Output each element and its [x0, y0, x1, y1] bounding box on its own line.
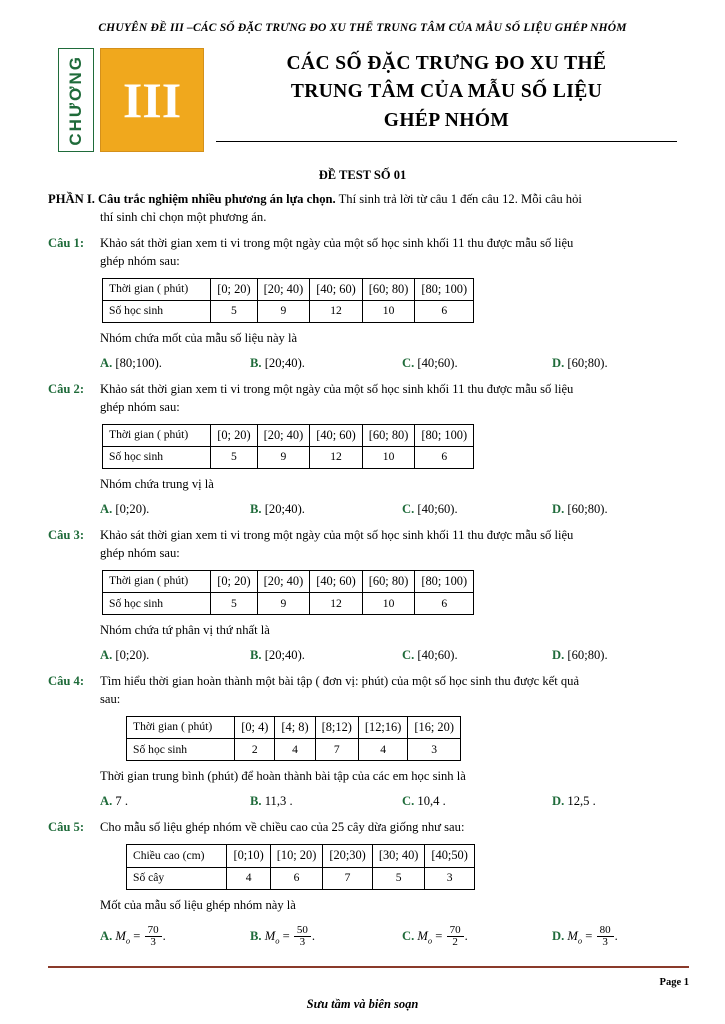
answer-value: [40;60).	[417, 355, 458, 370]
table-interval: [10; 20)	[270, 845, 323, 868]
table-interval: [0; 20)	[211, 278, 257, 301]
table-count: 7	[315, 739, 358, 761]
answer-letter: A.	[100, 794, 113, 809]
fraction-denominator: 3	[602, 936, 608, 949]
answer-letter: A.	[100, 648, 113, 663]
answer-option[interactable]	[100, 647, 250, 665]
question-4-label: Câu 4:	[48, 674, 85, 689]
answer-value: 10,4 .	[417, 794, 446, 809]
question-5	[48, 819, 689, 837]
answer-value: [20;40).	[264, 648, 305, 663]
answer-letter: C.	[402, 355, 415, 370]
table-count: 9	[257, 593, 310, 615]
question-1	[48, 235, 689, 271]
table-head-count: Số cây	[127, 867, 227, 889]
answer-option[interactable]	[552, 647, 672, 665]
chapter-divider	[216, 141, 677, 142]
table-interval: [0;10)	[227, 845, 270, 868]
answer-letter: D.	[552, 502, 565, 517]
answer-option[interactable]	[552, 355, 672, 373]
question-4-prompt: Thời gian trung bình (phút) để hoàn thành bài tập của các em học sinh là	[100, 769, 466, 784]
table-count: 9	[257, 301, 310, 323]
answer-option[interactable]	[552, 501, 672, 519]
answer-option[interactable]: C. $M_o$ = $\frac{70}{2}$ .	[402, 923, 468, 949]
table-interval: [40; 60)	[310, 570, 363, 593]
answer-option[interactable]	[100, 793, 250, 811]
question-5-answers	[100, 925, 689, 949]
question-5-prompt: Mốt của mẫu số liệu ghép nhóm này là	[100, 897, 296, 912]
table-interval: [8;12)	[315, 716, 358, 739]
answer-symbol: M	[115, 928, 126, 943]
table-interval: [80; 100)	[415, 424, 474, 447]
table-interval: [40; 60)	[310, 424, 363, 447]
question-1-table-wrap	[48, 278, 689, 324]
question-1-text-line1: Khảo sát thời gian xem ti vi trong một ngày của một số học sinh khối 11 thu được mẫu số liệu	[100, 235, 574, 250]
table-row	[103, 570, 474, 593]
table-count: 4	[275, 739, 315, 761]
answer-letter: D.	[552, 928, 565, 943]
question-3	[48, 527, 689, 563]
answer-tail: .	[464, 928, 468, 943]
question-5-label: Câu 5:	[48, 820, 85, 835]
table-interval: [0; 4)	[235, 716, 275, 739]
table-row	[103, 301, 474, 323]
answer-option[interactable]: B. $M_o$ = $\frac{50}{3}$ .	[250, 923, 316, 949]
table-count: 4	[358, 739, 407, 761]
answer-option[interactable]	[402, 355, 552, 373]
table-interval: [20;30)	[323, 845, 372, 868]
question-2	[48, 381, 689, 417]
table-head-time: Thời gian ( phút)	[103, 278, 211, 301]
table-interval: [80; 100)	[415, 570, 474, 593]
table-head-count: Số học sinh	[103, 447, 211, 469]
table-head-count: Số học sinh	[127, 739, 235, 761]
answer-value: [60;80).	[567, 648, 608, 663]
question-4-body	[100, 673, 689, 709]
answer-letter: B.	[250, 502, 262, 517]
table-row	[103, 278, 474, 301]
fraction-denominator: 3	[299, 936, 306, 949]
answer-letter: B.	[250, 648, 262, 663]
table-count: 5	[211, 447, 257, 469]
table-interval: [40;50)	[425, 845, 474, 868]
question-1-prompt: Nhóm chứa mốt của mẫu số liệu này là	[100, 331, 298, 346]
answer-letter: A.	[100, 502, 113, 517]
table-interval: [0; 20)	[211, 424, 257, 447]
table-interval: [12;16)	[358, 716, 407, 739]
answer-letter: A.	[100, 928, 113, 943]
part-1-heading	[48, 191, 689, 209]
table-interval: [30; 40)	[372, 845, 425, 868]
answer-value: [0;20).	[115, 648, 150, 663]
test-title: ĐỀ TEST SỐ 01	[318, 168, 407, 182]
answer-letter: B.	[250, 794, 262, 809]
table-row	[103, 424, 474, 447]
table-count: 5	[211, 593, 257, 615]
table-count: 6	[415, 301, 474, 323]
table-interval: [20; 40)	[257, 570, 310, 593]
answer-subscript: o	[275, 935, 280, 945]
answer-value: 7 .	[115, 794, 128, 809]
answer-letter: D.	[552, 355, 565, 370]
table-count: 10	[362, 301, 415, 323]
answer-option[interactable]	[250, 355, 402, 373]
answer-letter: C.	[402, 928, 415, 943]
answer-letter: B.	[250, 928, 262, 943]
table-count: 6	[415, 593, 474, 615]
question-1-answers	[100, 355, 689, 373]
table-count: 5	[211, 301, 257, 323]
chapter-title-line1: CÁC SỐ ĐẶC TRƯNG ĐO XU THẾ	[286, 53, 607, 74]
answer-tail: .	[162, 928, 166, 943]
question-3-answers	[100, 647, 689, 665]
question-3-prompt: Nhóm chứa tứ phân vị thứ nhất là	[100, 623, 270, 638]
table-interval: [80; 100)	[415, 278, 474, 301]
footer-note: Sưu tầm và biên soạn	[306, 997, 419, 1011]
part-1-bold-text: Câu trắc nghiệm nhiều phương án lựa chọn.	[98, 192, 336, 206]
answer-letter: D.	[552, 648, 565, 663]
fraction	[597, 925, 614, 949]
table-count: 10	[362, 447, 415, 469]
answer-letter: C.	[402, 648, 415, 663]
part-1-line2: thí sinh chỉ chọn một phương án.	[100, 209, 267, 224]
answer-letter: C.	[402, 794, 415, 809]
question-3-table-wrap	[48, 570, 689, 616]
table-head-count: Số học sinh	[103, 593, 211, 615]
table-row	[102, 278, 474, 324]
answer-option[interactable]	[402, 501, 552, 519]
fraction	[145, 925, 162, 949]
answer-option[interactable]	[250, 501, 402, 519]
table-row	[127, 739, 461, 761]
answer-letter: D.	[552, 794, 565, 809]
table-count: 5	[372, 867, 425, 889]
table-count: 12	[310, 593, 363, 615]
answer-subscript: o	[577, 935, 583, 945]
answer-tail: .	[614, 928, 618, 943]
table-row	[103, 593, 474, 615]
table-head-height: Chiều cao (cm)	[127, 845, 227, 868]
chapter-title-line2: TRUNG TÂM CỦA MẪU SỐ LIỆU	[290, 81, 603, 103]
answer-option[interactable]	[250, 647, 402, 665]
answer-value: 12,5 .	[567, 794, 596, 809]
answer-value: [40;60).	[417, 648, 458, 663]
table-row	[126, 844, 475, 890]
question-1-label: Câu 1:	[48, 235, 85, 250]
fraction-denominator: 3	[150, 936, 156, 949]
answer-tail: .	[311, 928, 316, 943]
fraction-numerator: 50	[294, 925, 311, 938]
question-2-text-line2: ghép nhóm sau:	[100, 399, 180, 414]
chapter-banner	[58, 48, 677, 152]
table-interval: [40; 60)	[310, 278, 363, 301]
question-2-answers	[100, 501, 689, 519]
answer-option[interactable]: D. $M_o$ = $\frac{80}{3}$ .	[552, 923, 618, 949]
table-interval: [20; 40)	[257, 424, 310, 447]
answer-option[interactable]	[552, 793, 672, 811]
running-header: CHUYÊN ĐỀ III –CÁC SỐ ĐẶC TRƯNG ĐO XU THẾ TRUNG TÂM CỦA MẪU SỐ LIỆU GHÉP NHÓM	[98, 22, 627, 34]
table-interval: [4; 8)	[275, 716, 315, 739]
table-head-time: Thời gian ( phút)	[103, 570, 211, 593]
document-content	[48, 191, 689, 949]
answer-subscript: o	[427, 935, 433, 945]
answer-letter: B.	[250, 355, 262, 370]
question-1-body	[100, 235, 689, 271]
answer-value: [40;60).	[417, 502, 458, 517]
question-5-body	[100, 819, 689, 837]
question-4-text-line1: Tìm hiểu thời gian hoàn thành một bài tập ( đơn vị: phút) của một số học sinh thu được kết quả	[100, 674, 580, 689]
question-4-text-line2: sau:	[100, 691, 121, 706]
table-interval: [16; 20)	[408, 716, 461, 739]
table-count: 6	[270, 867, 323, 889]
answer-symbol: M	[264, 928, 276, 943]
table-interval: [60; 80)	[362, 424, 415, 447]
answer-subscript: o	[125, 935, 131, 945]
answer-value: [20;40).	[264, 355, 305, 370]
question-2-table-wrap	[48, 424, 689, 470]
table-row	[127, 716, 461, 739]
footer-divider	[48, 966, 689, 968]
table-row	[127, 845, 475, 868]
table-head-time: Thời gian ( phút)	[127, 716, 235, 739]
answer-value: [60;80).	[567, 502, 608, 517]
answer-value: 11,3 .	[264, 794, 293, 809]
chapter-title-line3: GHÉP NHÓM	[383, 109, 510, 131]
question-3-text-line1: Khảo sát thời gian xem ti vi trong một ngày của một số học sinh khối 11 thu được mẫu số liệu	[100, 527, 574, 542]
answer-option[interactable]	[402, 793, 552, 811]
table-count: 3	[425, 867, 474, 889]
question-1-text-line2: ghép nhóm sau:	[100, 253, 180, 268]
table-row	[103, 447, 474, 469]
answer-option[interactable]: A. $M_o$ = $\frac{70}{3}$ .	[100, 923, 166, 949]
question-5-table-wrap	[48, 844, 689, 890]
answer-value: [80;100).	[115, 355, 162, 370]
table-count: 3	[408, 739, 461, 761]
question-4-table-wrap	[48, 716, 689, 762]
table-count: 7	[323, 867, 372, 889]
table-row	[102, 570, 474, 616]
answer-value: [0;20).	[115, 502, 150, 517]
question-3-label: Câu 3:	[48, 527, 85, 542]
question-2-body	[100, 381, 689, 417]
answer-value: [20;40).	[264, 502, 305, 517]
table-count: 4	[227, 867, 270, 889]
answer-symbol: M	[417, 928, 428, 943]
table-count: 6	[415, 447, 474, 469]
question-3-text-line2: ghép nhóm sau:	[100, 545, 180, 560]
answer-symbol: M	[567, 928, 578, 943]
chuong-label: CHƯƠNG	[66, 54, 85, 146]
chapter-number-box	[100, 48, 204, 152]
table-interval: [20; 40)	[257, 278, 310, 301]
table-interval: [60; 80)	[362, 278, 415, 301]
question-4-answers	[100, 793, 689, 811]
table-head-count: Số học sinh	[103, 301, 211, 323]
question-2-label: Câu 2:	[48, 381, 85, 396]
table-head-time: Thời gian ( phút)	[103, 424, 211, 447]
answer-value: [60;80).	[567, 355, 608, 370]
question-5-text-line1: Cho mẫu số liệu ghép nhóm về chiều cao của 25 cây dừa giống như sau:	[100, 820, 465, 835]
table-row	[126, 716, 461, 762]
answer-option[interactable]	[402, 647, 552, 665]
page-number: Page 1	[659, 977, 689, 988]
table-count: 10	[362, 593, 415, 615]
chapter-title-wrap	[216, 48, 677, 142]
table-count: 12	[310, 301, 363, 323]
table-count: 9	[257, 447, 310, 469]
chuong-box	[58, 48, 94, 152]
question-2-text-line1: Khảo sát thời gian xem ti vi trong một ngày của một số học sinh khối 11 thu được mẫu số liệu	[100, 381, 574, 396]
part-1-label: PHẦN I.	[48, 192, 95, 206]
answer-option[interactable]	[250, 793, 402, 811]
table-count: 12	[310, 447, 363, 469]
fraction-numerator: 70	[447, 925, 464, 938]
fraction-denominator: 2	[452, 936, 458, 949]
fraction-numerator: 80	[597, 925, 614, 938]
part-1-rest-text: Thí sinh trả lời từ câu 1 đến câu 12. Mỗi câu hỏi	[338, 192, 582, 206]
table-count: 2	[235, 739, 275, 761]
answer-letter: C.	[402, 502, 415, 517]
answer-option[interactable]	[100, 355, 250, 373]
fraction	[447, 925, 464, 949]
table-row	[127, 867, 475, 889]
answer-option[interactable]	[100, 501, 250, 519]
fraction-numerator: 70	[145, 925, 162, 938]
question-4	[48, 673, 689, 709]
table-interval: [60; 80)	[362, 570, 415, 593]
chapter-number: III	[122, 72, 182, 128]
table-row	[102, 424, 474, 470]
answer-letter: A.	[100, 355, 113, 370]
question-3-body	[100, 527, 689, 563]
fraction	[294, 925, 311, 949]
question-2-prompt: Nhóm chứa trung vị là	[100, 477, 214, 492]
table-interval: [0; 20)	[211, 570, 257, 593]
